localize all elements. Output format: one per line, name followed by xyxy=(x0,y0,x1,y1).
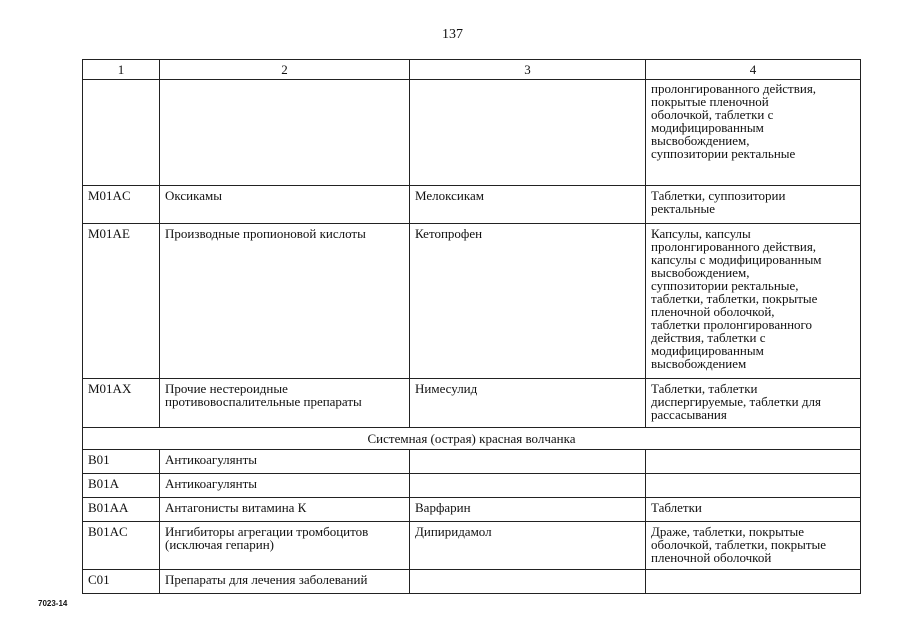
atc-code-cell: M01AE xyxy=(83,224,160,379)
column-header: 4 xyxy=(646,60,861,80)
section-title: Системная (острая) красная волчанка xyxy=(83,428,861,450)
group-cell: Антикоагулянты xyxy=(160,474,410,498)
atc-code-cell: M01AX xyxy=(83,379,160,428)
forms-cell xyxy=(646,474,861,498)
page-number: 137 xyxy=(442,27,463,42)
group-cell: Прочие нестероидные противовоспалительные препараты xyxy=(160,379,410,428)
group-cell: Производные пропионовой кислоты xyxy=(160,224,410,379)
substance-cell: Кетопрофен xyxy=(410,224,646,379)
atc-code-cell: C01 xyxy=(83,570,160,594)
forms-cell: Таблетки, суппозитории ректальные xyxy=(646,186,861,224)
table-row xyxy=(83,498,861,522)
table-row xyxy=(83,379,861,428)
atc-code-cell: B01A xyxy=(83,474,160,498)
column-header: 3 xyxy=(410,60,646,80)
atc-code-cell: M01AC xyxy=(83,186,160,224)
group-cell: Ингибиторы агрегации тромбоцитов (исключая гепарин) xyxy=(160,522,410,570)
group-cell: Оксикамы xyxy=(160,186,410,224)
table-row xyxy=(83,450,861,474)
table-row xyxy=(83,186,861,224)
table-row xyxy=(83,570,861,594)
forms-cell: Капсулы, капсулы пролонгированного действия, капсулы с модифицированным высвобождением, суппозитории ректальные, таблетки, таблетки, покрытые пленочной оболочкой, таблетки пролонгированного действия, таблетки с модифицированным высвобождением xyxy=(646,224,861,379)
table-row xyxy=(83,224,861,379)
forms-cell xyxy=(646,450,861,474)
substance-cell xyxy=(410,450,646,474)
table-row xyxy=(83,80,861,186)
forms-cell: Таблетки, таблетки диспергируемые, таблетки для рассасывания xyxy=(646,379,861,428)
table-row xyxy=(83,522,861,570)
forms-cell: Драже, таблетки, покрытые оболочкой, таблетки, покрытые пленочной оболочкой xyxy=(646,522,861,570)
substance-cell: Нимесулид xyxy=(410,379,646,428)
group-cell: Препараты для лечения заболеваний xyxy=(160,570,410,594)
atc-code-cell: B01AA xyxy=(83,498,160,522)
substance-cell: Дипиридамол xyxy=(410,522,646,570)
substance-cell xyxy=(410,80,646,186)
forms-cell xyxy=(646,570,861,594)
substance-cell: Мелоксикам xyxy=(410,186,646,224)
atc-code-cell xyxy=(83,80,160,186)
column-header: 1 xyxy=(83,60,160,80)
group-cell: Антагонисты витамина К xyxy=(160,498,410,522)
group-cell: Антикоагулянты xyxy=(160,450,410,474)
document-code: 7023-14 xyxy=(38,599,68,608)
header-row xyxy=(83,60,861,80)
atc-code-cell: B01 xyxy=(83,450,160,474)
substance-cell: Варфарин xyxy=(410,498,646,522)
medication-table xyxy=(82,59,861,594)
substance-cell xyxy=(410,570,646,594)
forms-cell: Таблетки xyxy=(646,498,861,522)
section-row xyxy=(83,428,861,450)
substance-cell xyxy=(410,474,646,498)
column-header: 2 xyxy=(160,60,410,80)
table-row xyxy=(83,474,861,498)
group-cell xyxy=(160,80,410,186)
forms-cell: пролонгированного действия, покрытые пленочной оболочкой, таблетки с модифицированным высвобождением, суппозитории ректальные xyxy=(646,80,861,186)
atc-code-cell: B01AC xyxy=(83,522,160,570)
